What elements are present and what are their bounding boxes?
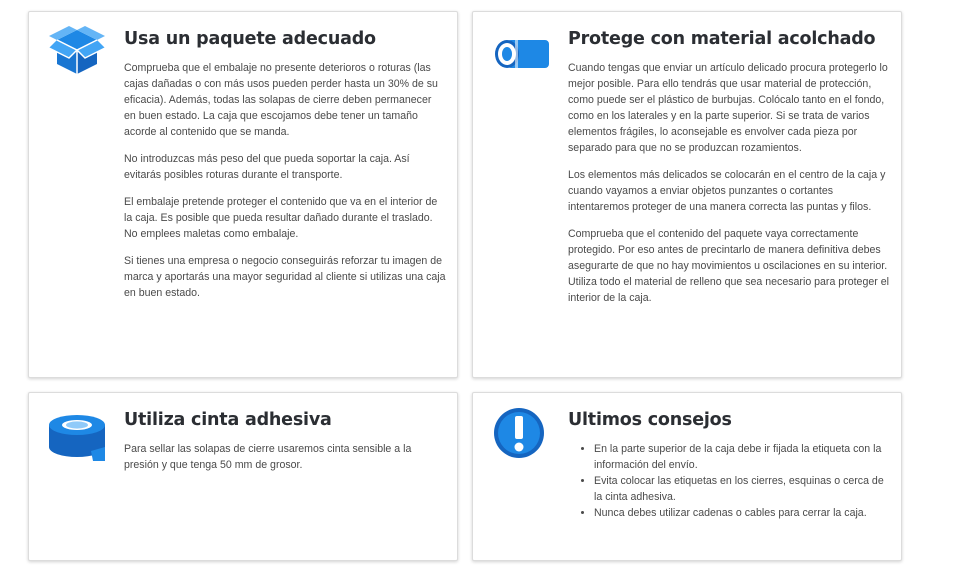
card-title: Protege con material acolchado: [568, 29, 876, 49]
tip-card-tape: [28, 392, 458, 561]
card-paragraph: Comprueba que el contenido del paquete vaya correctamente protegido. Por eso antes de precintarlo de manera definitiva debes asegurarte de que no hay movimientos u oscilaciones en su interior. Utiliza todo el material de relleno que sea necesario para proteger el interior de la caja.: [568, 228, 889, 304]
card-paragraph: El embalaje pretende proteger el contenido que va en el interior de la caja. Es posible que pueda resultar dañado durante el traslado. No emplees maletas como embalaje.: [124, 196, 438, 240]
card-body: [568, 60, 890, 317]
card-body: [124, 441, 446, 484]
list-item: • En la parte superior de la caja debe ir fijada la etiqueta con la información del envío.: [594, 441, 890, 473]
tip-card-padding: [472, 11, 902, 378]
tip-card-final-advice: [472, 392, 902, 561]
card-paragraph: Cuando tengas que enviar un artículo delicado procura protegerlo lo mejor posible. Para ello tendrás que usar material de protección, como puede ser el plástico de burbujas. Colócalo tanto en el fondo, como en los laterales y en la parte superior. Si se trata de varios elementos frágiles, lo aconsejable es envolver cada pieza por separado para que no se produzcan rozamientos.: [568, 62, 888, 154]
list-item: • Nunca debes utilizar cadenas o cables para cerrar la caja.: [594, 505, 890, 521]
tip-card-package: [28, 11, 458, 378]
card-title: Usa un paquete adecuado: [124, 29, 376, 49]
card-paragraph: Comprueba que el embalaje no presente deterioros o roturas (las cajas dañadas o con más usos pueden perder hasta un 30% de su eficacia). Además, todas las solapas de cierre deben permanecer en buen estado. La caja que escojamos debe tener un tamaño acorde al contenido que se manda.: [124, 62, 438, 138]
padding-roll-icon: [491, 26, 551, 82]
card-paragraph: No introduzcas más peso del que pueda soportar la caja. Así evitarás posibles roturas durante el transporte.: [124, 153, 410, 181]
card-body: [568, 441, 890, 521]
card-paragraph: Los elementos más delicados se colocarán en el centro de la caja y cuando vayamos a enviar objetos punzantes o cortantes intentaremos proteger de una manera correcta las puntas y filos.: [568, 169, 886, 213]
tape-icon: [47, 405, 107, 461]
card-title: Utiliza cinta adhesiva: [124, 410, 332, 430]
box-icon: [47, 26, 107, 82]
card-title: Ultimos consejos: [568, 410, 732, 430]
card-body: [124, 60, 446, 312]
exclamation-icon: [491, 405, 551, 461]
list-item: • Evita colocar las etiquetas en los cierres, esquinas o cerca de la cinta adhesiva.: [594, 473, 890, 505]
advice-list: [568, 441, 890, 521]
card-paragraph: Si tienes una empresa o negocio conseguirás reforzar tu imagen de marca y aportarás una mayor seguridad al cliente si utilizas una caja en buen estado.: [124, 255, 446, 299]
card-paragraph: Para sellar las solapas de cierre usaremos cinta sensible a la presión y que tenga 50 mm de grosor.: [124, 443, 412, 471]
